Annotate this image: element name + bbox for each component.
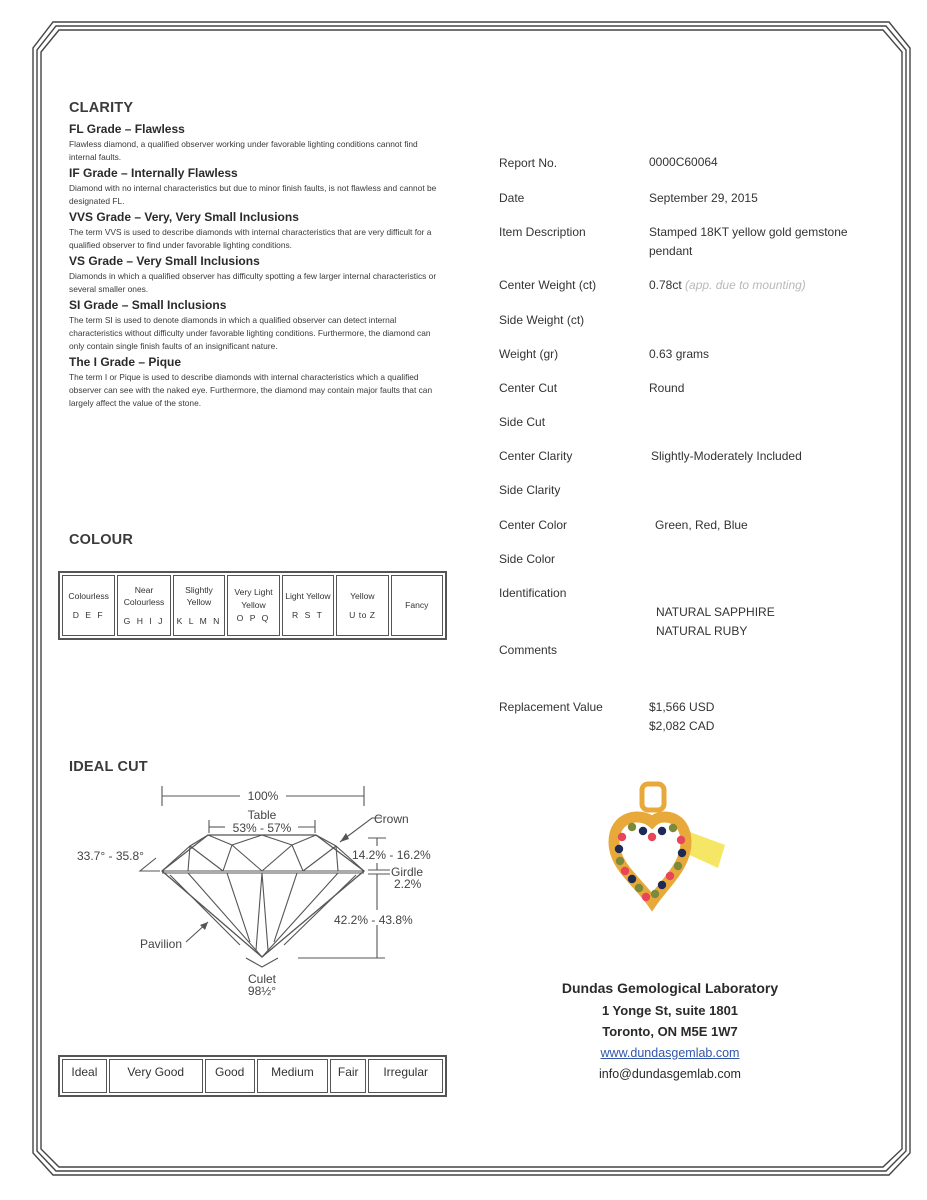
grade-description: The term SI is used to denote diamonds in which a qualified observer can detect internal characteristics without difficulty under favorable lighting conditions. Furthermore, the diamond can only contain single finish faults of an insignificant nature. [69,315,431,351]
field-value: $1,566 USD [649,700,715,714]
lab-website-link[interactable]: www.dundasgemlab.com [600,1045,740,1060]
crown-label: Crown [374,812,409,826]
pavilion-depth: 42.2% - 43.8% [334,913,413,927]
field-value-group [649,276,879,295]
grade-si [69,298,449,353]
field-value-cad: $2,082 CAD [649,719,715,733]
girdle-label: Girdle [391,865,424,879]
clarity-grade-list [69,122,449,412]
colour-cell [391,575,443,636]
grade-title: SI Grade – Small Inclusions [69,298,227,312]
field-value: Slightly-Moderately Included [651,449,802,463]
grade-description: Flawless diamond, a qualified observer working under favorable lighting conditions cannot find internal faults. [69,139,418,162]
colour-scale-table [58,571,447,640]
grade-description: The term VVS is used to describe diamonds with internal characteristics that are very difficult for a qualified observer to find under favorable lighting conditions. [69,227,432,250]
identification-line: NATURAL RUBY [656,624,748,638]
field-label: Comments [499,643,558,657]
colour-code: U to Z [349,609,376,620]
field-label: Replacement Value [499,700,603,714]
ideal-cut-heading: IDEAL CUT [69,759,148,775]
bail [642,784,664,810]
colour-label: Yellow [350,591,375,601]
colour-label: Light Yellow [285,591,331,601]
table-range: 53% - 57% [232,821,292,835]
table-label: Table [247,808,277,822]
grade-description: Diamonds in which a qualified observer has difficulty spotting a few larger internal characteristics or several smaller ones. [69,271,437,294]
grade-description: Diamond with no internal characteristics but due to minor finish faults, is not flawless and cannot be designated FL. [69,183,437,206]
colour-code: G H I J [123,615,165,626]
field-note: (app. due to mounting) [685,278,806,292]
field-label: Center Color [499,518,568,532]
colour-cell [173,575,226,636]
field-label: Side Weight (ct) [499,313,585,327]
grade-title: IF Grade – Internally Flawless [69,166,238,180]
width-label: 100% [247,789,279,803]
diamond-outline [162,835,364,957]
culet-label: Culet [247,972,277,986]
crown-height: 14.2% - 16.2% [352,848,431,862]
field-label: Identification [499,586,567,600]
grade-if [69,166,449,208]
grade-fl [69,122,449,164]
field-label: Report No. [499,156,558,170]
field-value: September 29, 2015 [649,191,758,205]
cut-grade-cell: Ideal [62,1059,107,1093]
colour-cell [227,575,279,636]
colour-cell [117,575,170,636]
colour-label: Slightly Yellow [185,584,213,608]
cut-grade-cell: Fair [330,1059,366,1093]
colour-code: O P Q [236,613,271,624]
culet-mark [246,958,278,967]
field-value: Green, Red, Blue [655,518,748,532]
colour-code: R S T [292,609,324,620]
lab-address-line2: Toronto, ON M5E 1W7 [602,1024,738,1039]
field-value: Round [649,381,685,395]
cut-grade-cell: Very Good [109,1059,203,1093]
lab-address-line1: 1 Yonge St, suite 1801 [601,1002,739,1018]
cut-grade-cell: Irregular [368,1059,443,1093]
grade-description: The term I or Pique is used to describe diamonds with internal characteristics which a qualified observer can see with the naked eye. Furthermore, the diamond may contain major faults that can largely affect the value of the stone. [69,372,433,408]
field-label: Date [499,191,525,205]
field-label: Item Description [499,225,586,239]
colour-cell [282,575,334,636]
colour-cell [62,575,115,636]
colour-label: Near Colourless [123,584,165,608]
colour-label: Very Light Yellow [234,587,273,610]
cut-grade-cell: Good [205,1059,255,1093]
identification-line: NATURAL SAPPHIRE [656,605,775,619]
grade-i [69,355,449,410]
colour-code: K L M N [176,615,222,626]
clarity-heading: CLARITY [69,100,134,116]
field-label: Center Weight (ct) [499,278,597,292]
field-value: Stamped 18KT yellow gold gemstone pendant [649,225,848,258]
ideal-cut-diagram [60,770,450,1000]
grade-vs [69,254,449,296]
heart-pendant-icon [590,770,750,920]
field-label: Side Color [499,552,556,566]
colour-label: Fancy [405,600,429,611]
field-label: Weight (gr) [499,347,559,361]
field-value: 0.63 grams [649,347,710,361]
field-value: 0000C60064 [649,155,718,169]
field-label: Center Cut [499,381,558,395]
grade-title: VS Grade – Very Small Inclusions [69,254,260,268]
lab-email[interactable]: info@dundasgemlab.com [599,1067,741,1081]
colour-cell [336,575,388,636]
colour-label: Colourless [68,591,109,601]
colour-code: D E F [72,609,105,620]
field-label: Side Cut [499,415,546,429]
field-value: 0.78ct [649,278,682,292]
girdle-value: 2.2% [394,877,422,891]
pavilion-label: Pavilion [140,937,183,951]
lab-name: Dundas Gemological Laboratory [561,980,779,996]
grade-title: VVS Grade – Very, Very Small Inclusions [69,210,299,224]
lab-info [510,978,830,1086]
grade-vvs [69,210,449,252]
colour-heading: COLOUR [69,532,134,548]
crown-angle: 33.7° - 35.8° [77,849,144,863]
field-label: Side Clarity [499,483,561,497]
field-label: Center Clarity [499,449,573,463]
cut-grade-table [58,1055,447,1097]
grade-title: The I Grade – Pique [69,355,182,369]
grade-title: FL Grade – Flawless [69,122,185,136]
culet-angle: 98½° [247,984,277,998]
cut-grade-cell: Medium [257,1059,328,1093]
